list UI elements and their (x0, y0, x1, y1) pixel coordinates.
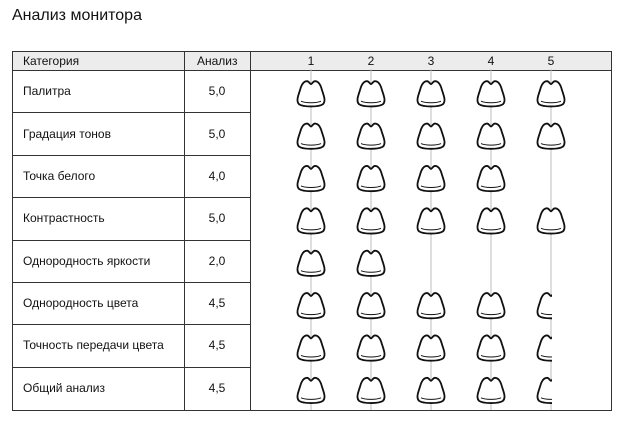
rating-blob-icon (357, 208, 384, 233)
rating-blob-icon (357, 251, 384, 276)
rating-blob-icon (357, 378, 384, 403)
row-category: Градация тонов (23, 127, 111, 141)
row-score: 4,5 (208, 338, 226, 352)
rating-blob-icon (417, 81, 444, 106)
row-score: 5,0 (208, 127, 226, 141)
rating-blob-icon (297, 81, 324, 106)
rating-blob-icon (477, 378, 504, 403)
scale-header-3: 3 (427, 54, 435, 68)
row-score: 5,0 (208, 211, 226, 225)
rating-blob-icon (537, 378, 564, 403)
rating-blob-icon (297, 378, 324, 403)
rating-blob-icon (357, 124, 384, 149)
scale-header-4: 4 (487, 54, 495, 68)
rating-blob-icon (417, 378, 444, 403)
row-category: Однородность цвета (23, 296, 139, 310)
rating-blob-icon (477, 335, 504, 360)
rating-blob-icon (297, 293, 324, 318)
rating-blob-icon (357, 166, 384, 191)
rating-blob-icon (477, 293, 504, 318)
row-score: 4,0 (208, 169, 226, 183)
rating-blob-icon (357, 293, 384, 318)
rating-grid (13, 52, 611, 410)
scale-header-1: 1 (307, 54, 315, 68)
rating-blob-icon (537, 208, 564, 233)
rating-blob-icon (417, 124, 444, 149)
rating-table (12, 51, 612, 411)
rating-blob-icon (297, 335, 324, 360)
row-category: Точность передачи цвета (23, 338, 164, 352)
rating-blob-icon (537, 293, 564, 318)
row-score: 4,5 (208, 381, 226, 395)
rating-blob-icon (357, 335, 384, 360)
row-category: Точка белого (23, 169, 96, 183)
rating-blob-icon (417, 166, 444, 191)
row-score: 2,0 (208, 254, 226, 268)
column-header-analysis: Анализ (197, 54, 238, 68)
column-header-category: Категория (23, 54, 80, 68)
row-category: Однородность яркости (23, 254, 151, 268)
rating-blob-icon (297, 124, 324, 149)
rating-blob-icon (417, 293, 444, 318)
rating-blob-icon (417, 208, 444, 233)
rating-blob-icon (297, 251, 324, 276)
rating-blob-icon (297, 208, 324, 233)
rating-blob-icon (477, 124, 504, 149)
rating-blob-icon (537, 335, 564, 360)
row-score: 4,5 (208, 296, 226, 310)
row-category: Палитра (23, 84, 71, 98)
scale-header-5: 5 (547, 54, 555, 68)
rating-blob-icon (297, 166, 324, 191)
rating-blob-icon (537, 81, 564, 106)
rating-blob-icon (537, 124, 564, 149)
row-score: 5,0 (208, 84, 226, 98)
row-category: Контрастность (23, 211, 105, 225)
rating-blob-icon (477, 166, 504, 191)
rating-blob-icon (477, 208, 504, 233)
rating-blob-icon (477, 81, 504, 106)
rating-blob-icon (417, 335, 444, 360)
scale-header-2: 2 (367, 54, 375, 68)
rating-blob-icon (357, 81, 384, 106)
page-title: Анализ монитора (12, 7, 142, 24)
row-category: Общий анализ (23, 381, 106, 395)
